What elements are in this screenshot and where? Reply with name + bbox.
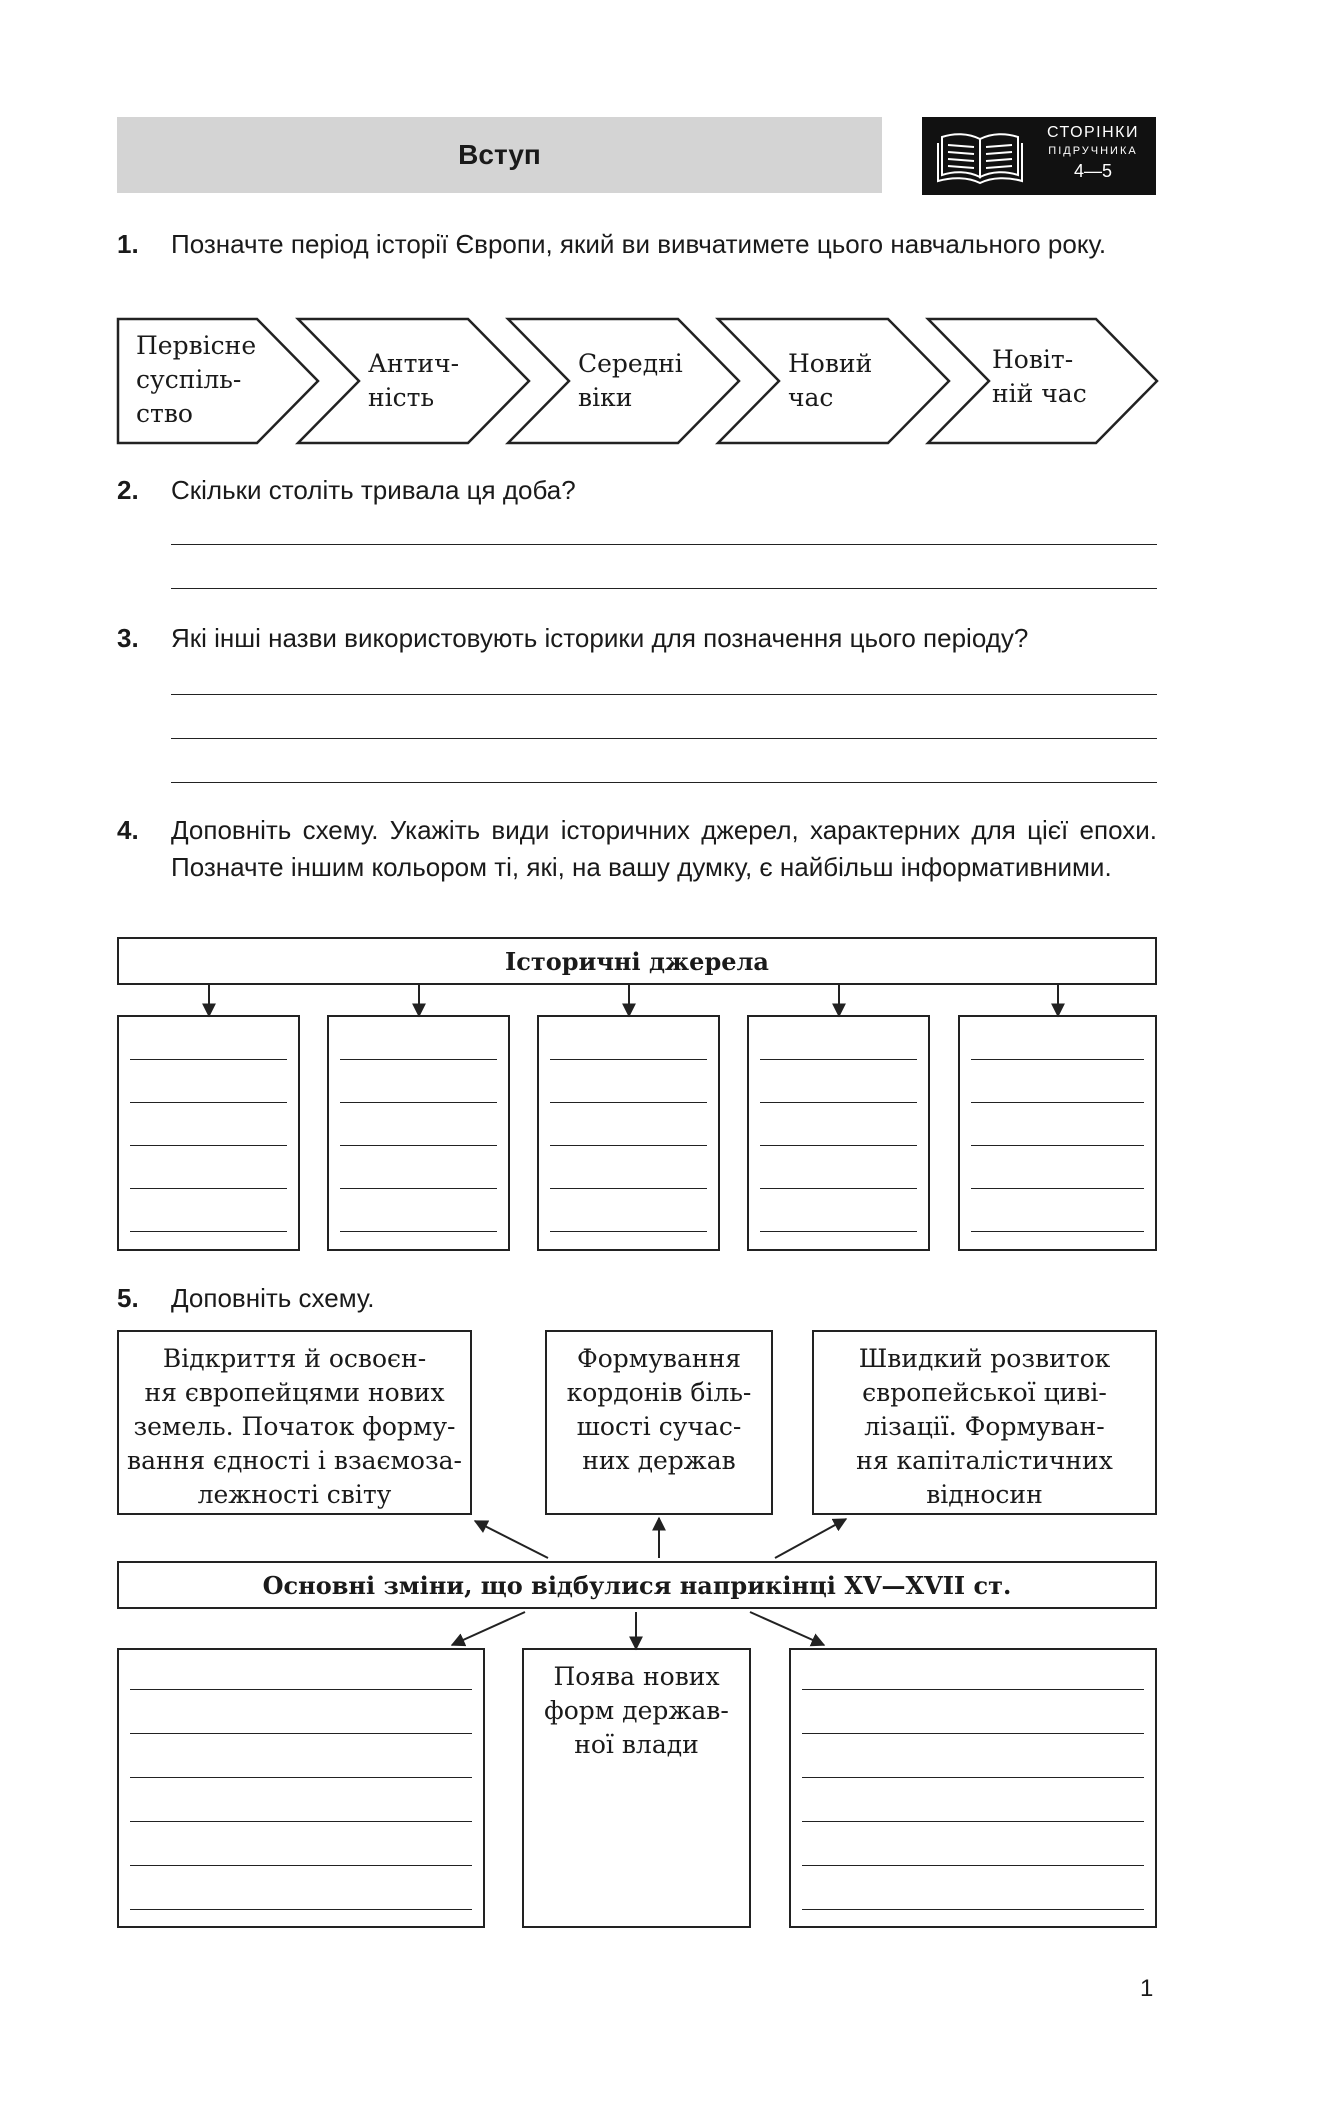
question-number: 2. [117, 475, 139, 505]
arrow-down-left [452, 1612, 525, 1645]
sources-diagram-title: Історичні джерела [117, 937, 1157, 985]
badge-pages: 4—5 [1073, 161, 1113, 181]
badge-sublabel: ПІДРУЧНИКА [1048, 145, 1138, 157]
change-box-civilization: Швидкий розвиток європейської циві- лізації. Формуван- ня капіталістичних відносин [812, 1330, 1157, 1515]
period-label-5: Новіт- ній час [992, 345, 1087, 408]
question-text: Доповніть схему. [171, 1283, 375, 1313]
change-box-discoveries: Відкриття й освоєн- ня європейцями нових земель. Початок форму- вання єдності і взаємоза- лежності світу [117, 1330, 472, 1515]
question-number: 4. [117, 815, 139, 845]
question-text: Які інші назви використовують історики для позначення цього періоду? [171, 623, 1029, 653]
badge-label: СТОРІНКИ [1046, 124, 1139, 141]
page-title: Вступ [117, 117, 882, 193]
question-text: Позначте період історії Європи, який ви вивчатимете цього навчального року. [171, 229, 1107, 259]
question-number: 1. [117, 229, 139, 259]
question-number: 3. [117, 623, 139, 653]
question-number: 5. [117, 1283, 139, 1313]
period-label-4: Новий час [788, 349, 873, 412]
answer-box-right[interactable] [789, 1648, 1157, 1928]
answer-box-left[interactable] [117, 1648, 485, 1928]
page-number: 1 [1140, 1975, 1154, 2002]
change-box-borders: Формування кордонів біль- шості сучас- них держав [545, 1330, 773, 1515]
question-text: Доповніть схему. Укажіть види історичних джерел, характерних для цієї епохи. Позначте іншим кольором ті, які, на вашу думку, є найбільш інформативними. [171, 815, 1157, 882]
period-label-1: Первісне суспіль- ство [136, 331, 257, 428]
period-label-2: Антич- ність [368, 349, 460, 412]
main-changes-title: Основні зміни, що відбулися наприкінці XV—XVII ст. [117, 1561, 1157, 1609]
arrow-down-right [750, 1612, 824, 1645]
period-label-3: Середні віки [578, 349, 683, 412]
question-text: Скільки століть тривала ця доба? [171, 475, 576, 505]
arrow-up-left [475, 1521, 548, 1558]
arrow-up-right [775, 1519, 846, 1558]
change-box-state-power: Поява нових форм держав- ної влади [522, 1648, 751, 1928]
